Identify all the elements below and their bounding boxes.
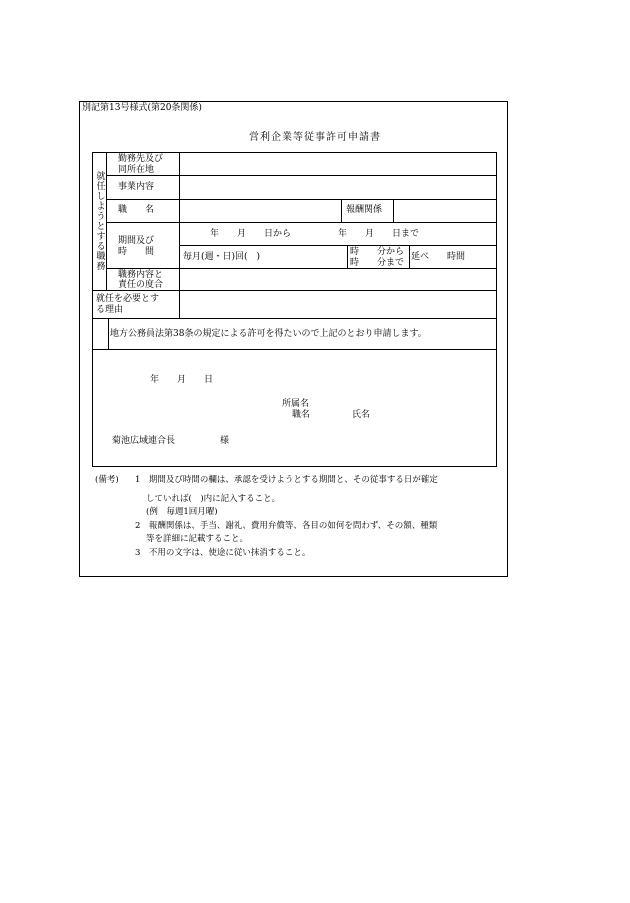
note-2: 2 報酬関係は、手当、謝礼、費用弁償等、各目の如何を問わず、その額、種類	[135, 521, 438, 531]
reason-label-2: る理由	[96, 305, 124, 315]
workplace-label-2: 同所在地	[118, 165, 155, 175]
title-name-label: 職名	[292, 410, 311, 420]
notes-label: (備考)	[95, 475, 119, 485]
workplace-label-1: 勤務先及び	[118, 154, 164, 164]
note-1: 1 期間及び時間の欄は、承認を受けようとする期間と、その従事する日が確定	[135, 475, 438, 485]
position-label: 職 名	[118, 205, 155, 215]
honorific: 様	[220, 436, 230, 446]
time-to: 時 分まで	[350, 258, 405, 268]
time-from: 時 分から	[350, 247, 405, 257]
period-label-2: 時 間	[118, 247, 155, 257]
addressee: 菊池広域連合長	[112, 436, 176, 446]
period-from: 年 月 日から	[210, 229, 292, 239]
period-label-1: 期間及び	[118, 236, 155, 246]
statement: 地方公務員法第38条の規定による許可を得たいので上記のとおり申請します。	[110, 329, 427, 339]
duties-label-2: 責任の度合	[118, 280, 164, 290]
duties-label-1: 職務内容と	[118, 270, 164, 280]
form-header: 別記第13号様式(第20条関係)	[82, 103, 202, 113]
note-1b: していれば( )内に記入すること。	[146, 494, 281, 504]
period-to: 年 月 日まで	[338, 229, 420, 239]
note-3: 3 不用の文字は、使途に従い抹消すること。	[135, 548, 311, 558]
business-label: 事業内容	[118, 182, 155, 192]
date-line: 年 月 日	[150, 375, 214, 385]
name-label: 氏名	[352, 410, 371, 420]
reason-label-1: 就任を必要とす	[96, 294, 160, 304]
affiliation-label: 所属名	[282, 399, 310, 409]
remuneration-label: 報酬関係	[346, 205, 383, 215]
note-1c: (例 毎週1回月曜)	[146, 507, 218, 517]
page-title: 営利企業等従事許可申請書	[249, 132, 381, 143]
note-2b: 等を詳細に記載すること。	[146, 534, 249, 544]
vertical-label: 就任しようとする職務	[96, 172, 106, 272]
frequency: 毎月(週・日)回( )	[183, 252, 261, 262]
total-hours: 延べ 時間	[411, 252, 466, 262]
